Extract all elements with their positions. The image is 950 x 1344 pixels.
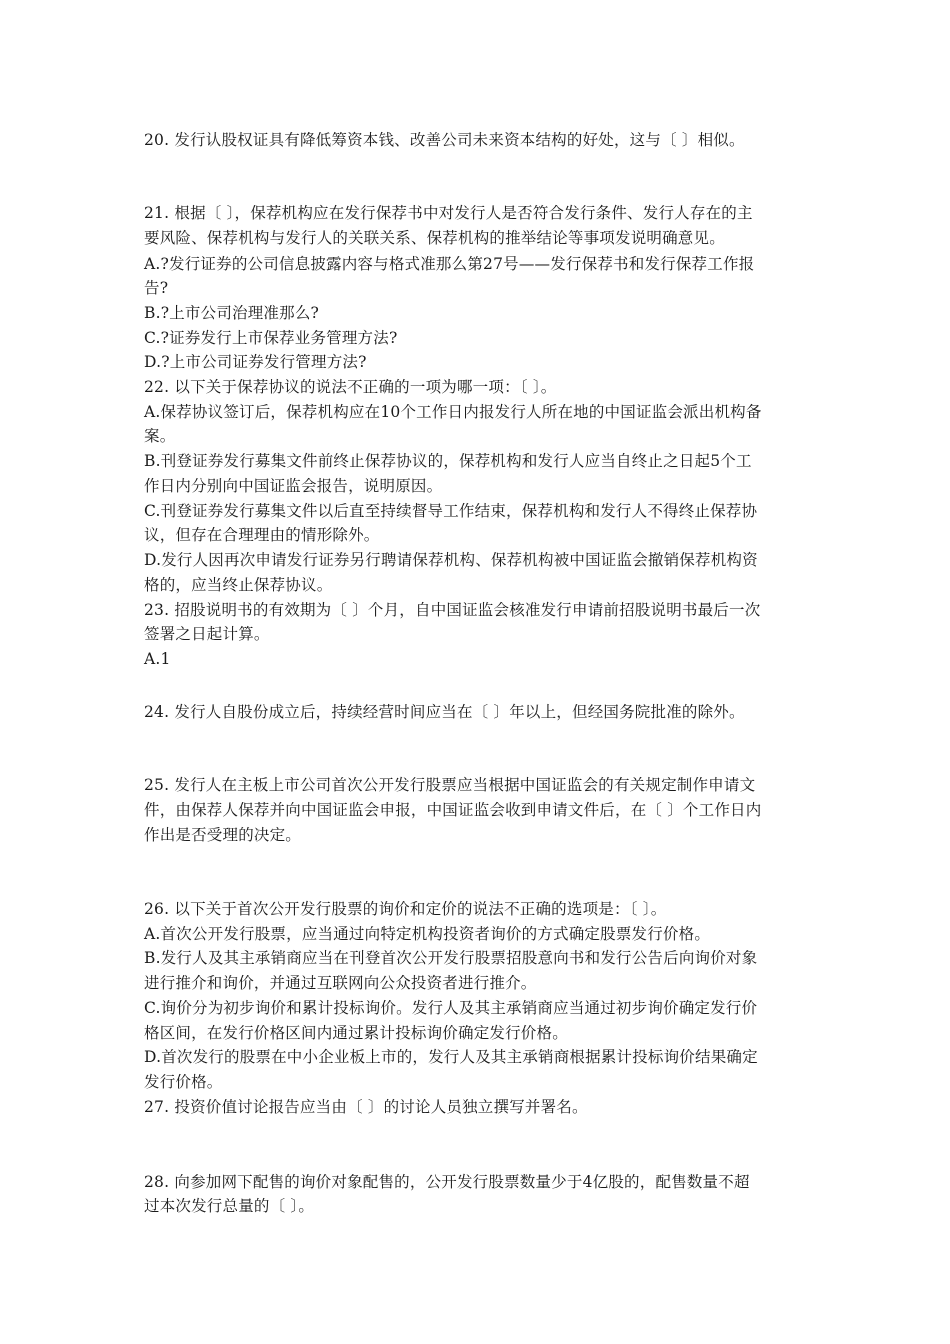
question-25-cont: 件，由保荐人保荐并向中国证监会申报，中国证监会收到申请文件后，在〔 〕个工作日内 (144, 801, 762, 819)
question-26: 26. 以下关于首次公开发行股票的询价和定价的说法不正确的选项是：〔 〕。 (144, 900, 667, 918)
option-22c-cont: 议，但存在合理理由的情形除外。 (144, 526, 380, 544)
question-28: 28. 向参加网下配售的询价对象配售的，公开发行股票数量少于4亿股的，配售数量不超 (144, 1173, 750, 1191)
question-28-cont: 过本次发行总量的〔 〕。 (144, 1197, 315, 1215)
option-26b-cont: 进行推介和询价，并通过互联网向公众投资者进行推介。 (144, 974, 537, 992)
question-27: 27. 投资价值讨论报告应当由〔 〕的讨论人员独立撰写并署名。 (144, 1098, 588, 1116)
option-21b: B.?上市公司治理准那么? (144, 304, 320, 322)
option-22b-cont: 作日内分别向中国证监会报告，说明原因。 (144, 477, 443, 495)
question-21-cont: 要风险、保荐机构与发行人的关联关系、保荐机构的推举结论等事项发说明确意见。 (144, 229, 725, 247)
option-26b: B.发行人及其主承销商应当在刊登首次公开发行股票招股意向书和发行公告后向询价对象 (144, 949, 758, 967)
option-22a: A.保荐协议签订后，保荐机构应在10个工作日内报发行人所在地的中国证监会派出机构备 (144, 403, 762, 421)
option-22b: B.刊登证券发行募集文件前终止保荐协议的，保荐机构和发行人应当自终止之日起5个工 (144, 452, 752, 470)
option-22a-cont: 案。 (144, 427, 176, 445)
option-26a: A.首次公开发行股票，应当通过向特定机构投资者询价的方式确定股票发行价格。 (144, 925, 711, 943)
option-26d: D.首次发行的股票在中小企业板上市的，发行人及其主承销商根据累计投标询价结果确定 (144, 1048, 758, 1066)
question-25: 25. 发行人在主板上市公司首次公开发行股票应当根据中国证监会的有关规定制作申请文 (144, 776, 756, 794)
question-24: 24. 发行人自股份成立后，持续经营时间应当在〔 〕年以上，但经国务院批准的除外。 (144, 703, 745, 721)
option-26d-cont: 发行价格。 (144, 1073, 223, 1091)
question-25-cont2: 作出是否受理的决定。 (144, 826, 302, 844)
option-22d: D.发行人因再次申请发行证券另行聘请保荐机构、保荐机构被中国证监会撤销保荐机构资 (144, 551, 758, 569)
option-21a-cont: 告? (144, 279, 169, 297)
question-23: 23. 招股说明书的有效期为〔 〕个月，自中国证监会核准发行申请前招股说明书最后一次 (144, 601, 761, 619)
question-23-cont: 签署之日起计算。 (144, 625, 270, 643)
option-21d: D.?上市公司证券发行管理方法? (144, 353, 367, 371)
option-22d-cont: 格的，应当终止保荐协议。 (144, 576, 333, 594)
option-22c: C.刊登证券发行募集文件以后直至持续督导工作结束，保荐机构和发行人不得终止保荐协 (144, 502, 758, 520)
question-22: 22. 以下关于保荐协议的说法不正确的一项为哪一项：〔 〕。 (144, 378, 557, 396)
option-23a: A.1 (144, 650, 171, 668)
question-21: 21. 根据〔 〕，保荐机构应在发行保荐书中对发行人是否符合发行条件、发行人存在的主 (144, 204, 753, 222)
option-26c: C.询价分为初步询价和累计投标询价。发行人及其主承销商应当通过初步询价确定发行价 (144, 999, 758, 1017)
option-21a: A.?发行证券的公司信息披露内容与格式准那么第27号——发行保荐书和发行保荐工作报 (144, 255, 755, 273)
option-21c: C.?证券发行上市保荐业务管理方法? (144, 329, 398, 347)
option-26c-cont: 格区间，在发行价格区间内通过累计投标询价确定发行价格。 (144, 1024, 568, 1042)
question-20: 20. 发行认股权证具有降低筹资本钱、改善公司未来资本结构的好处，这与〔 〕相似。 (144, 131, 745, 149)
